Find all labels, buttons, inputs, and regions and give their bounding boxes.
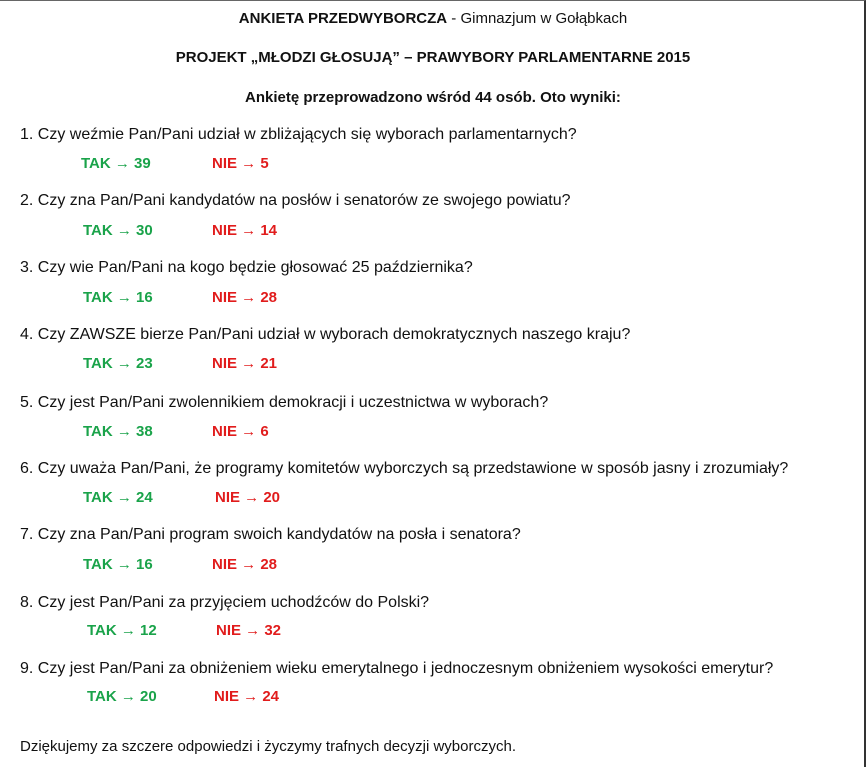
answer-yes-5: TAK → 38 (83, 423, 153, 440)
answer-no-8: NIE → 32 (216, 622, 282, 639)
answer-no-5: NIE → 6 (212, 423, 269, 440)
answer-no-1: NIE → 5 (212, 155, 269, 172)
question-9: 9. Czy jest Pan/Pani za obniżeniem wieku emerytalnego i jednoczesnym obniżeniem wysokości emerytur? (20, 660, 774, 677)
answer-no-4: NIE → 21 (212, 355, 278, 372)
answer-no-6: NIE → 20 (215, 489, 281, 506)
answer-no-7: NIE → 28 (212, 556, 278, 573)
answer-yes-9: TAK → 20 (87, 688, 157, 705)
answer-yes-4: TAK → 23 (83, 355, 153, 372)
answer-no-9: NIE → 24 (214, 688, 280, 705)
answer-no-2: NIE → 14 (212, 222, 278, 239)
question-4: 4. Czy ZAWSZE bierze Pan/Pani udział w wyborach demokratycznych naszego kraju? (20, 326, 631, 343)
answer-no-3: NIE → 28 (212, 289, 278, 306)
answer-yes-7: TAK → 16 (83, 556, 153, 573)
survey-title (0, 10, 866, 27)
title-school: - Gimnazjum w Gołąbkach (447, 10, 628, 27)
intro-text: Ankietę przeprowadzono wśród 44 osób. Oto wyniki: (245, 89, 621, 106)
question-7: 7. Czy zna Pan/Pani program swoich kandydatów na posła i senatora? (20, 526, 521, 543)
question-6: 6. Czy uważa Pan/Pani, że programy komitetów wyborczych są przedstawione w sposób jasny i zrozumiały? (20, 460, 789, 477)
answer-yes-6: TAK → 24 (83, 489, 153, 506)
question-8: 8. Czy jest Pan/Pani za przyjęciem uchodźców do Polski? (20, 594, 430, 611)
question-2: 2. Czy zna Pan/Pani kandydatów na posłów i senatorów ze swojego powiatu? (20, 192, 571, 209)
question-3: 3. Czy wie Pan/Pani na kogo będzie głosować 25 października? (20, 259, 473, 276)
title-main: ANKIETA PRZEDWYBORCZA (238, 10, 448, 27)
answer-yes-3: TAK → 16 (83, 289, 153, 306)
closing-message: Dziękujemy za szczere odpowiedzi i życzymy trafnych decyzji wyborczych. (20, 738, 516, 755)
project-title: PROJEKT „MŁODZI GŁOSUJĄ” – PRAWYBORY PARLAMENTARNE 2015 (175, 49, 691, 66)
answer-yes-8: TAK → 12 (87, 622, 157, 639)
question-1: 1. Czy weźmie Pan/Pani udział w zbliżających się wyborach parlamentarnych? (20, 126, 577, 143)
question-5: 5. Czy jest Pan/Pani zwolennikiem demokracji i uczestnictwa w wyborach? (20, 394, 549, 411)
answer-yes-1: TAK → 39 (81, 155, 151, 172)
answer-yes-2: TAK → 30 (83, 222, 153, 239)
